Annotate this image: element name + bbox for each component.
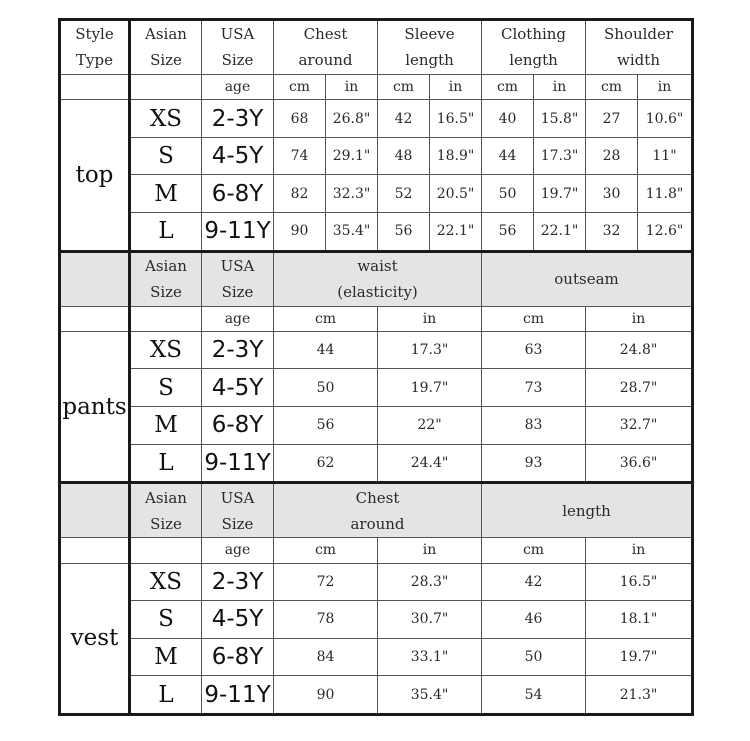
top-row <box>60 175 693 213</box>
chest-in-cell: 32.3" <box>326 175 378 213</box>
pants-row <box>60 331 693 369</box>
clothing-cm-cell: 56 <box>482 213 534 252</box>
unit-blank <box>130 74 202 99</box>
chest-header: Chest around <box>274 483 482 538</box>
asian-size-cell: M <box>130 175 202 213</box>
length-in-cell: 16.5" <box>586 563 693 601</box>
sleeve-in-cell: 20.5" <box>430 175 482 213</box>
unit-in: in <box>430 74 482 99</box>
sleeve-cm-cell: 48 <box>378 137 430 175</box>
usa-size-cell: 2-3Y <box>202 331 274 369</box>
pants-unit-row <box>60 306 693 331</box>
asian-size-cell: L <box>130 213 202 252</box>
unit-cm: cm <box>274 306 378 331</box>
chest-in-cell: 35.4" <box>326 213 378 252</box>
shoulder-cm-cell: 30 <box>586 175 638 213</box>
unit-cm: cm <box>274 74 326 99</box>
vest-row <box>60 563 693 601</box>
chest-in-cell: 28.3" <box>378 563 482 601</box>
shoulder-cm-cell: 32 <box>586 213 638 252</box>
unit-cm: cm <box>482 538 586 563</box>
clothing-header: Clothing length <box>482 20 586 75</box>
unit-in: in <box>586 306 693 331</box>
pants-header-blank <box>60 251 130 306</box>
shoulder-in-cell: 10.6" <box>638 100 693 138</box>
sleeve-cm-cell: 56 <box>378 213 430 252</box>
unit-cm: cm <box>482 74 534 99</box>
asian-size-cell: M <box>130 407 202 445</box>
length-header: length <box>482 483 693 538</box>
shoulder-in-cell: 11.8" <box>638 175 693 213</box>
sleeve-header: Sleeve length <box>378 20 482 75</box>
chest-cm-cell: 90 <box>274 676 378 715</box>
length-in-cell: 19.7" <box>586 638 693 676</box>
sleeve-in-cell: 16.5" <box>430 100 482 138</box>
unit-in: in <box>586 538 693 563</box>
waist-in-cell: 19.7" <box>378 369 482 407</box>
sleeve-in-cell: 18.9" <box>430 137 482 175</box>
outseam-cm-cell: 83 <box>482 407 586 445</box>
asian-size-cell: L <box>130 444 202 483</box>
pants-header-row <box>60 251 693 306</box>
outseam-cm-cell: 73 <box>482 369 586 407</box>
unit-blank <box>60 74 130 99</box>
usa-size-cell: 4-5Y <box>202 369 274 407</box>
length-cm-cell: 50 <box>482 638 586 676</box>
length-cm-cell: 46 <box>482 601 586 639</box>
length-cm-cell: 54 <box>482 676 586 715</box>
length-cm-cell: 42 <box>482 563 586 601</box>
top-row <box>60 100 693 138</box>
outseam-in-cell: 32.7" <box>586 407 693 445</box>
waist-cm-cell: 44 <box>274 331 378 369</box>
chest-in-cell: 29.1" <box>326 137 378 175</box>
usa-size-cell: 9-11Y <box>202 676 274 715</box>
waist-cm-cell: 50 <box>274 369 378 407</box>
outseam-cm-cell: 93 <box>482 444 586 483</box>
usa-size-cell: 9-11Y <box>202 213 274 252</box>
unit-age: age <box>202 538 274 563</box>
outseam-in-cell: 28.7" <box>586 369 693 407</box>
sleeve-cm-cell: 42 <box>378 100 430 138</box>
vest-row <box>60 638 693 676</box>
shoulder-cm-cell: 28 <box>586 137 638 175</box>
asian-size-cell: XS <box>130 100 202 138</box>
outseam-in-cell: 24.8" <box>586 331 693 369</box>
waist-in-cell: 24.4" <box>378 444 482 483</box>
outseam-header: outseam <box>482 251 693 306</box>
outseam-cm-cell: 63 <box>482 331 586 369</box>
vest-unit-row <box>60 538 693 563</box>
asian-size-header: Asian Size <box>130 20 202 75</box>
vest-header-row <box>60 483 693 538</box>
waist-cm-cell: 56 <box>274 407 378 445</box>
usa-size-cell: 2-3Y <box>202 563 274 601</box>
shoulder-header: Shoulder width <box>586 20 693 75</box>
asian-size-cell: S <box>130 137 202 175</box>
length-in-cell: 21.3" <box>586 676 693 715</box>
pants-row <box>60 369 693 407</box>
style-type-header: Style Type <box>60 20 130 75</box>
clothing-in-cell: 15.8" <box>534 100 586 138</box>
vest-row <box>60 601 693 639</box>
clothing-cm-cell: 44 <box>482 137 534 175</box>
unit-in: in <box>378 538 482 563</box>
clothing-cm-cell: 50 <box>482 175 534 213</box>
outseam-in-cell: 36.6" <box>586 444 693 483</box>
shoulder-cm-cell: 27 <box>586 100 638 138</box>
vest-row <box>60 676 693 715</box>
unit-cm: cm <box>378 74 430 99</box>
pants-row <box>60 444 693 483</box>
usa-size-header: USA Size <box>202 251 274 306</box>
unit-in: in <box>326 74 378 99</box>
chest-cm-cell: 72 <box>274 563 378 601</box>
asian-size-header: Asian Size <box>130 251 202 306</box>
shoulder-in-cell: 11" <box>638 137 693 175</box>
clothing-in-cell: 17.3" <box>534 137 586 175</box>
asian-size-cell: L <box>130 676 202 715</box>
vest-header-blank <box>60 483 130 538</box>
usa-size-header: USA Size <box>202 483 274 538</box>
pants-row <box>60 407 693 445</box>
unit-cm: cm <box>274 538 378 563</box>
chest-cm-cell: 74 <box>274 137 326 175</box>
usa-size-header: USA Size <box>202 20 274 75</box>
unit-in: in <box>378 306 482 331</box>
chest-in-cell: 26.8" <box>326 100 378 138</box>
waist-in-cell: 22" <box>378 407 482 445</box>
chest-in-cell: 30.7" <box>378 601 482 639</box>
type-vest: vest <box>60 563 130 714</box>
type-top: top <box>60 100 130 251</box>
unit-blank <box>130 306 202 331</box>
waist-in-cell: 17.3" <box>378 331 482 369</box>
unit-age: age <box>202 306 274 331</box>
waist-header: waist (elasticity) <box>274 251 482 306</box>
usa-size-cell: 2-3Y <box>202 100 274 138</box>
size-chart-table <box>58 18 694 716</box>
asian-size-cell: S <box>130 601 202 639</box>
unit-cm: cm <box>586 74 638 99</box>
unit-cm: cm <box>482 306 586 331</box>
top-row <box>60 213 693 252</box>
chest-cm-cell: 78 <box>274 601 378 639</box>
sleeve-in-cell: 22.1" <box>430 213 482 252</box>
usa-size-cell: 6-8Y <box>202 175 274 213</box>
clothing-cm-cell: 40 <box>482 100 534 138</box>
unit-blank <box>60 538 130 563</box>
usa-size-cell: 6-8Y <box>202 407 274 445</box>
asian-size-cell: XS <box>130 331 202 369</box>
waist-cm-cell: 62 <box>274 444 378 483</box>
sleeve-cm-cell: 52 <box>378 175 430 213</box>
shoulder-in-cell: 12.6" <box>638 213 693 252</box>
usa-size-cell: 9-11Y <box>202 444 274 483</box>
unit-age: age <box>202 74 274 99</box>
clothing-in-cell: 22.1" <box>534 213 586 252</box>
unit-blank <box>60 306 130 331</box>
asian-size-header: Asian Size <box>130 483 202 538</box>
chest-in-cell: 33.1" <box>378 638 482 676</box>
unit-blank <box>130 538 202 563</box>
chest-cm-cell: 82 <box>274 175 326 213</box>
chest-header: Chest around <box>274 20 378 75</box>
usa-size-cell: 4-5Y <box>202 137 274 175</box>
top-row <box>60 137 693 175</box>
asian-size-cell: M <box>130 638 202 676</box>
unit-in: in <box>638 74 693 99</box>
unit-in: in <box>534 74 586 99</box>
usa-size-cell: 4-5Y <box>202 601 274 639</box>
usa-size-cell: 6-8Y <box>202 638 274 676</box>
chest-in-cell: 35.4" <box>378 676 482 715</box>
top-header-row <box>60 20 693 75</box>
chest-cm-cell: 68 <box>274 100 326 138</box>
chest-cm-cell: 84 <box>274 638 378 676</box>
top-unit-row <box>60 74 693 99</box>
length-in-cell: 18.1" <box>586 601 693 639</box>
asian-size-cell: S <box>130 369 202 407</box>
type-pants: pants <box>60 331 130 482</box>
clothing-in-cell: 19.7" <box>534 175 586 213</box>
chest-cm-cell: 90 <box>274 213 326 252</box>
asian-size-cell: XS <box>130 563 202 601</box>
